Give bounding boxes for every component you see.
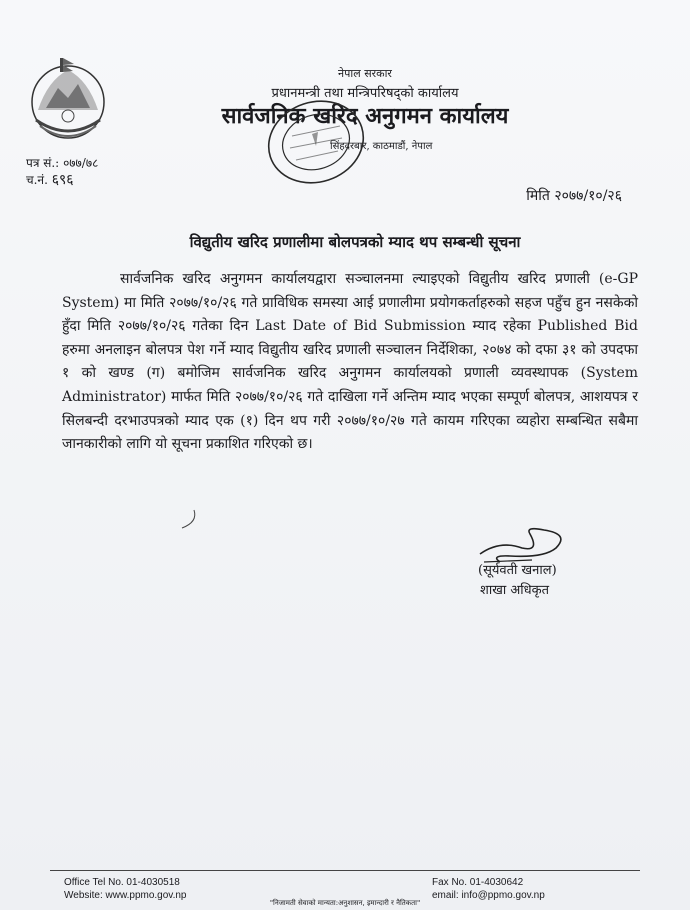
footer-website: Website: www.ppmo.gov.np: [64, 890, 187, 901]
office-stamp-icon: [262, 96, 370, 188]
signatory-name: (सूर्यवती खनाल): [478, 563, 557, 578]
footer-fax: Fax No. 01-4030642: [432, 877, 524, 888]
notice-title: विद्युतीय खरिद प्रणालीमा बोलपत्रको म्याद थप सम्बन्धी सूचना: [189, 233, 521, 251]
footer-divider: [50, 870, 640, 871]
patra-sankhya: [26, 155, 98, 172]
header-ministry: प्रधानमन्त्री तथा मन्त्रिपरिषद्को कार्यालय: [271, 86, 459, 101]
footer-email: email: info@ppmo.gov.np: [432, 890, 545, 901]
patra-value: ०७७/७८: [63, 156, 99, 170]
notice-body-text: सार्वजनिक खरिद अनुगमन कार्यालयद्वारा सञ्चालनमा ल्याइएको विद्युतीय खरिद प्रणाली (e-GP System) मा मिति २०७७/१०/२६ गते प्राविधिक समस्या आई प्रणालीमा प्रयोगकर्ताहरुको सहज पहुँच हुन नसकेको हुँदा मिति २०७७/१०/२६ गतेका दिन Last Date of Bid Submission म्याद रहेका Published Bid हरुमा अनलाइन बोलपत्र पेश गर्ने म्याद विद्युतीय खरिद प्रणाली सञ्चालन निर्देशिका, २०७४ को दफा ३१ को उपदफा १ को खण्ड (ग) बमोजिम सार्वजनिक खरिद अनुगमन कार्यालयको प्रणाली व्यवस्थापक (System Administrator) मार्फत मिति २०७७/१०/२६ गते दाखिला गर्ने अन्तिम म्याद भएका सम्पूर्ण बोलपत्र, आशयपत्र र सिलबन्दी दरभाउपत्रको म्याद एक (१) दिन थप गरी २०७७/१०/२७ गते कायम गरिएका व्यहोरा सम्बन्धित सबैमा जानकारीको लागि यो सूचना प्रकाशित गरिएको छ।: [62, 271, 638, 453]
pen-mark-icon: [176, 508, 200, 532]
reference-block: [26, 155, 98, 189]
chalani-value: ६९६: [51, 172, 74, 188]
footer-motto: "निजामती सेवाको मान्यता:अनुशासन, इमान्दारी र नैतिकता": [269, 899, 421, 907]
footer-office-tel: Office Tel No. 01-4030518: [64, 877, 180, 888]
patra-label: पत्र सं.:: [26, 156, 60, 170]
letter-date: मिति २०७७/१०/२६: [526, 188, 622, 204]
notice-body: [62, 268, 638, 457]
header-government: नेपाल सरकार: [338, 67, 392, 80]
chalani-label: च.नं.: [26, 173, 48, 187]
header-office-name: सार्वजनिक खरिद अनुगमन कार्यालय: [221, 104, 509, 129]
chalani-number: [26, 172, 98, 189]
signatory-title: शाखा अधिकृत: [480, 583, 550, 598]
header-address: सिंहदरबार, काठमाडौं, नेपाल: [330, 141, 433, 152]
